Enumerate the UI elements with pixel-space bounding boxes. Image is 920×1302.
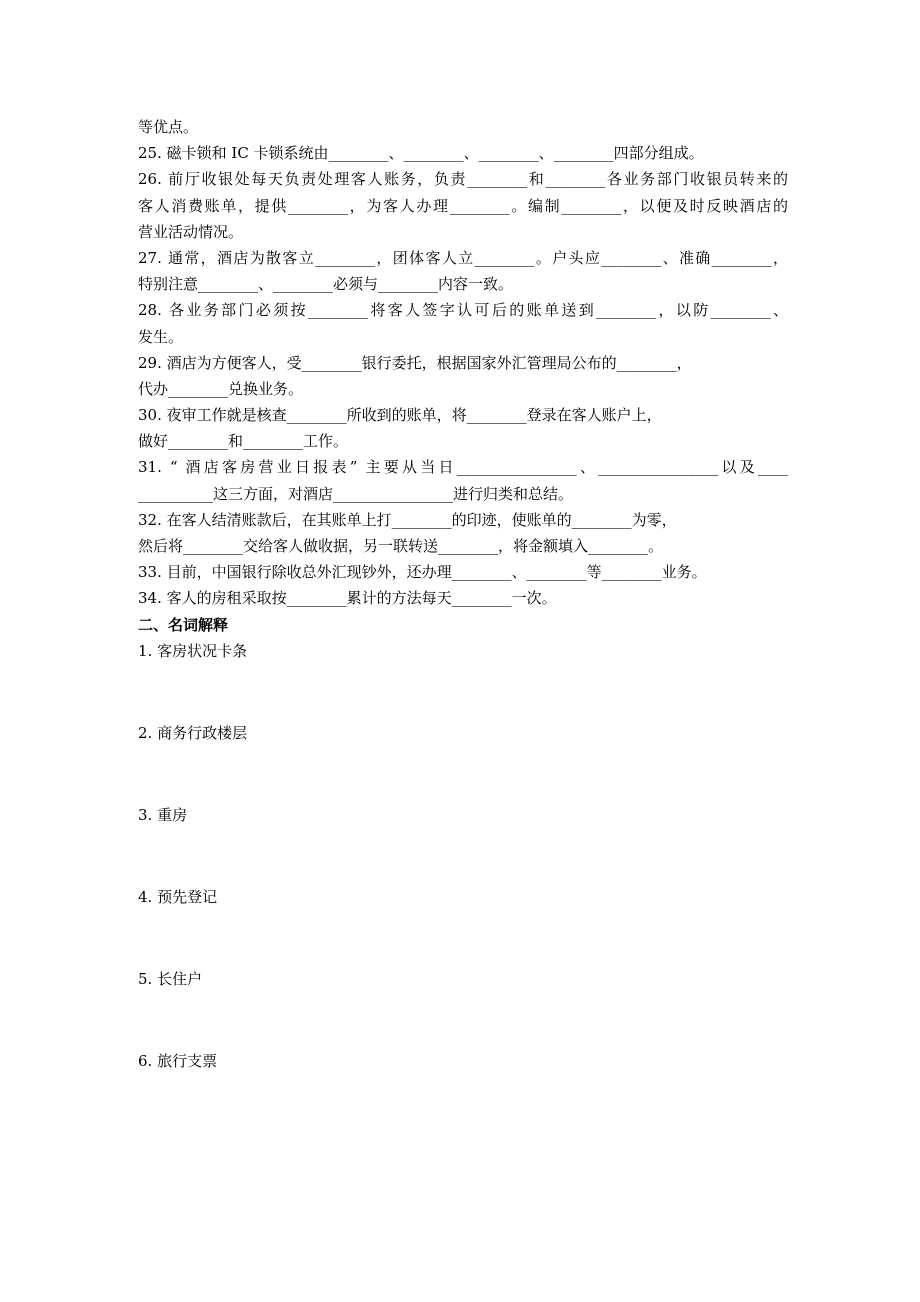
question-line: 发生。 (138, 327, 184, 346)
term-item: 6. 旅行支票 (138, 1051, 218, 1070)
document-content (138, 114, 788, 1074)
term-item: 5. 长住户 (138, 969, 203, 988)
answer-space (138, 828, 788, 884)
question-line: 做好________和________工作。 (138, 432, 349, 451)
term-item: 1. 客房状况卡条 (138, 641, 248, 660)
term-list (138, 638, 788, 1074)
answer-space (138, 746, 788, 802)
question-line: 33. 目前，中国银行除收总外汇现钞外，还办理________、________等________业务。 (138, 563, 707, 582)
answer-space (138, 992, 788, 1048)
term-item: 2. 商务行政楼层 (138, 723, 248, 742)
term-item: 3. 重房 (138, 805, 188, 824)
question-line: 等优点。 (138, 118, 199, 136)
answer-space (138, 664, 788, 720)
question-line: 营业活动情况。 (138, 222, 244, 241)
question-line: 然后将________交给客人做收据，另一联转送________，将金额填入________。 (138, 537, 664, 555)
question-line: 客人消费账单，提供________，为客人办理________。编制________，以便及时反映酒店的 (138, 196, 788, 215)
answer-space (138, 910, 788, 966)
question-line: 34. 客人的房租采取按________累计的方法每天________一次。 (138, 589, 557, 608)
question-line: 25. 磁卡锁和 IC 卡锁系统由________、________、________、________四部分组成。 (138, 144, 704, 163)
question-line: 27. 通常，酒店为散客立________，团体客人立________。户头应________、准确________， (138, 248, 788, 267)
question-line: 30. 夜审工作就是核查________所收到的账单，将________登录在客人账户上， (138, 406, 662, 425)
question-line: 26. 前厅收银处每天负责处理客人账务，负责________和________各业务部门收银员转来的 (138, 170, 788, 189)
question-line: 31. “ 酒店客房营业日报表” 主要从当日________________、________________以及____ (138, 458, 788, 477)
term-item: 4. 预先登记 (138, 887, 218, 906)
question-line: 29. 酒店为方便客人，受________银行委托，根据国家外汇管理局公布的________， (138, 353, 692, 372)
fill-in-questions (138, 114, 788, 612)
question-line: 特别注意________、________必须与________内容一致。 (138, 275, 514, 294)
question-line: 32. 在客人结清账款后，在其账单上打________的印迹，使账单的________为零， (138, 510, 677, 529)
question-line: 代办________兑换业务。 (138, 379, 304, 398)
question-line: __________这三方面，对酒店________________进行归类和总结。 (138, 484, 574, 503)
section-heading: 二、名词解释 (138, 615, 229, 634)
question-line: 28. 各业务部门必须按________将客人签字认可后的账单送到________，以防________、 (138, 301, 788, 320)
